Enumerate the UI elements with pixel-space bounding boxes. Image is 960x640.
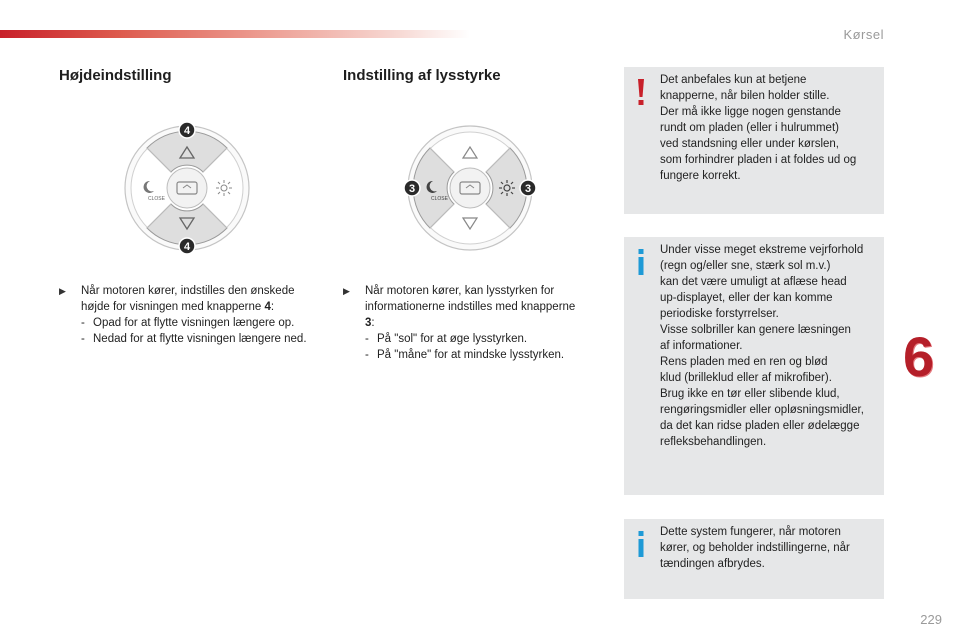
- info-note-display: Under visse meget ekstreme vejrforhold (regn og/eller sne, stærk sol m.v.) kan det være umuligt at aflæse head up-displayet, eller der kan komme periodiske forstyrrelser. Visse solbriller kan genere læsningen af informationer. Rens pladen med en ren og blød klud (brilleklud eller af mikrofiber). Brug ikke en tør eller slibende klud, rengøringsmidler eller opløsningsmidler, da det kan ridse pladen eller ødelægge refleksbehandlingen.: [624, 237, 884, 495]
- list-item: - Nedad for at flytte visningen længere ned.: [81, 333, 307, 345]
- info-note-system: Dette system fungerer, når motoren kører, og beholder indstillingerne, når tændingen afbrydes.: [624, 519, 884, 599]
- callout-3-left: 3: [408, 183, 416, 195]
- list-item: - Opad for at flytte visningen længere op.: [81, 317, 295, 329]
- instruction-text: Når motoren kører, indstilles den ønskede højde for visningen med knapperne: [81, 285, 295, 313]
- brightness-adjustment-title: Indstilling af lysstyrke: [343, 67, 501, 84]
- warning-note: Det anbefales kun at betjene knapperne, når bilen holder stille. Der må ikke ligge nogen genstande rundt om pladen (eller i hulrummet) ved standsning eller under kørslen, som forhindrer pladen i at foldes ud og fungere korrekt.: [624, 67, 884, 214]
- callout-3-right: 3: [524, 183, 532, 195]
- section-label: Kørsel: [843, 27, 884, 42]
- height-adjustment-title: Højdeindstilling: [59, 67, 172, 84]
- brightness-instructions: ▶ Når motoren kører, kan lysstyrken for informationerne indstilles med knapperne 3: - På "sol" for at øge lysstyrken. - På "måne" for at mindske lysstyrken.: [343, 283, 583, 363]
- chapter-number: 6: [903, 325, 935, 388]
- header-accent-bar: [0, 30, 470, 38]
- close-label: CLOSE: [148, 196, 165, 202]
- bullet-arrow-icon: ▶: [343, 286, 350, 296]
- callout-4-top: 4: [183, 125, 191, 137]
- list-item: - På "sol" for at øge lysstyrken.: [365, 333, 528, 345]
- warning-icon: [632, 77, 650, 107]
- height-instructions: ▶ Når motoren kører, indstilles den ønskede højde for visningen med knapperne 4: - Opad for at flytte visningen længere op. - Nedad for at flytte visningen længere ned.: [59, 283, 321, 347]
- callout-4-bottom: 4: [183, 241, 191, 253]
- close-label: CLOSE: [431, 196, 448, 202]
- bullet-arrow-icon: ▶: [59, 286, 66, 296]
- info-icon: [632, 247, 650, 277]
- page-number: 229: [920, 612, 942, 627]
- list-item: - På "måne" for at mindske lysstyrken.: [365, 349, 565, 361]
- height-control-pad-figure: [120, 118, 254, 258]
- info-icon: [632, 529, 650, 559]
- button-reference: 4: [264, 301, 271, 313]
- brightness-control-pad-figure: [402, 118, 538, 258]
- button-reference: 3: [365, 317, 372, 329]
- instruction-text: Når motoren kører, kan lysstyrken for informationerne indstilles med knapperne: [365, 285, 576, 313]
